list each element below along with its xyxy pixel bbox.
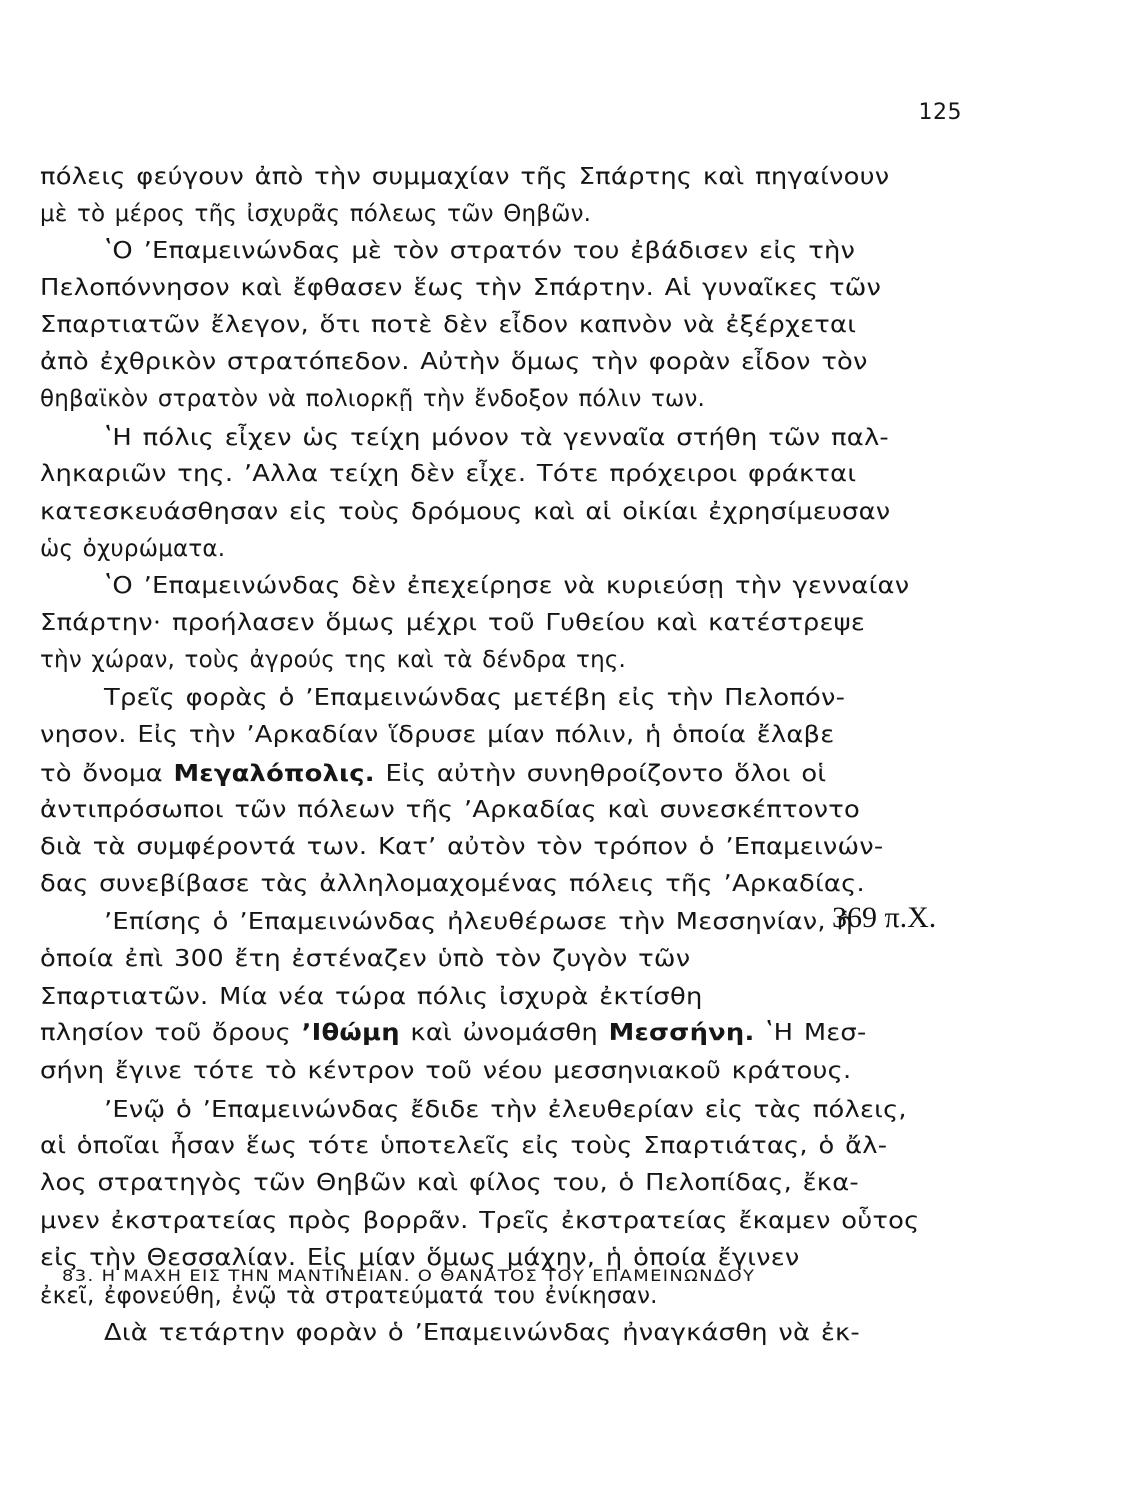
text-line-content (40, 494, 890, 531)
text-line (40, 717, 835, 754)
text-segment: Πελοπόννησον καὶ ἔφθασεν ἕως τὴν Σπάρτην. Αἱ γυναῖκες τῶν (40, 275, 882, 301)
text-line-content (40, 756, 826, 793)
text-segment: Εἰς αὐτὴν συνηθροίζοντο ὅλοι οἱ (374, 761, 827, 787)
text-line-content (40, 941, 690, 978)
text-line (40, 196, 591, 233)
text-line (40, 642, 626, 679)
text-line-content (40, 1128, 887, 1165)
text-line (40, 1053, 852, 1090)
closing-line-text: Διὰ τετάρτην φορὰν ὁ ʼΕπαμεινώνδας ἠναγκάσθη νὰ ἐκ- (104, 1320, 860, 1346)
text-segment: τὸ ὄνομα (40, 761, 174, 787)
text-segment: Τρεῖς φορὰς ὁ ʼΕπαμεινώνδας μετέβη εἰς τὴν Πελοπόν- (104, 685, 846, 711)
text-line-content (40, 979, 703, 1016)
text-segment: ʼΕνῷ ὁ ʼΕπαμεινώνδας ἔδιδε τὴν ἐλευθερίαν εἰς τὰς πόλεις, (104, 1097, 907, 1123)
text-line-content (40, 1203, 919, 1240)
text-line (40, 866, 865, 903)
text-line (104, 420, 889, 457)
text-line-content (104, 904, 853, 941)
text-line (40, 941, 691, 978)
text-segment: δας συνεβίβασε τὰς ἀλληλομαχομένας πόλεις τῆς ʼΑρκαδίας. (40, 871, 865, 897)
text-segment: ʽΟ ʼΕπαμεινώνδας δὲν ἐπεχείρησε νὰ κυριεύσῃ τὴν γενναίαν (104, 573, 910, 599)
text-line (40, 605, 866, 642)
text-line (40, 531, 225, 568)
text-segment: ʽΟ ʼΕπαμεινώνδας μὲ τὸν στρατόν του ἐβάδισεν εἰς τὴν (104, 238, 856, 264)
text-line-content (40, 866, 865, 903)
text-segment: τὴν χώραν, τοὺς ἀγρούς της καὶ τὰ δένδρα της. (40, 647, 627, 673)
text-segment: πλησίον τοῦ ὄρους (40, 1020, 302, 1046)
text-line (40, 1128, 888, 1165)
text-line (40, 1165, 859, 1202)
text-line-content (40, 1053, 851, 1090)
text-line-content (40, 829, 883, 866)
text-line-content (104, 233, 855, 270)
text-line-content (40, 381, 705, 418)
text-line-content (40, 307, 856, 344)
text-line-content (40, 1165, 859, 1202)
text-line-content (40, 717, 834, 754)
text-line (40, 829, 884, 866)
text-segment: αἱ ὁποῖαι ἦσαν ἕως τότε ὑποτελεῖς εἰς τοὺς Σπαρτιάτας, ὁ ἄλ- (40, 1133, 888, 1159)
closing-text-line (104, 1315, 860, 1352)
text-line-content (104, 1092, 907, 1129)
text-line-content (104, 568, 909, 605)
text-segment: ἐκεῖ, ἐφονεύθη, ἐνῷ τὰ στρατεύματά του ἐνίκησαν. (40, 1283, 658, 1309)
text-line (40, 756, 827, 793)
text-line (40, 1203, 920, 1240)
text-segment: ὁποία ἐπὶ 300 ἔτη ἐστέναζεν ὑπὸ τὸν ζυγὸν τῶν (40, 946, 691, 972)
text-line (104, 233, 856, 270)
text-line (104, 904, 854, 941)
text-segment: πόλεις φεύγουν ἀπὸ τὴν συμμαχίαν τῆς Σπάρτης καὶ πηγαίνουν (40, 164, 890, 190)
text-segment: μὲ τὸ μέρος τῆς ἰσχυρᾶς πόλεως τῶν Θηβῶν. (40, 201, 592, 227)
emphasized-term: ʼΙθώμη (301, 1020, 400, 1046)
section-heading-text: 83. Η ΜΑΧΗ ΕΙΣ ΤΗΝ ΜΑΝΤΙΝΕΙΑΝ. Ο ΘΑΝΑΤΟΣ ΤΟΥ ΕΠΑΜΕΙΝΩΝΔΟΥ (62, 1266, 756, 1285)
section-heading (62, 1263, 756, 1289)
text-line-content (40, 1015, 866, 1052)
text-segment: καὶ ὠνομάσθη (399, 1020, 609, 1046)
margin-date-note: 369 π.Χ. (832, 901, 937, 934)
text-line-content (40, 792, 860, 829)
text-line (40, 307, 857, 344)
text-line-content (40, 159, 889, 196)
text-line (104, 568, 910, 605)
text-line (104, 1092, 907, 1129)
text-line (40, 979, 703, 1016)
text-line (40, 159, 890, 196)
text-segment: ʼΕπίσης ὁ ʼΕπαμεινώνδας ἠλευθέρωσε τὴν Μεσσηνίαν, ἡ (104, 909, 854, 935)
text-line-content (40, 605, 865, 642)
text-segment: Σπαρτιατῶν. Μία νέα τώρα πόλις ἰσχυρὰ ἐκτίσθη (40, 984, 703, 1010)
text-segment: μνεν ἐκστρατείας πρὸς βορρᾶν. Τρεῖς ἐκστρατείας ἔκαμεν οὗτος (40, 1208, 920, 1234)
text-segment: κατεσκευάσθησαν εἰς τοὺς δρόμους καὶ αἱ οἰκίαι ἐχρησίμευσαν (40, 499, 891, 525)
text-line-content (40, 344, 868, 381)
text-segment: εἰς τὴν Θεσσαλίαν. Εἰς μίαν ὅμως μάχην, ἡ ὁποία ἔγινεν (40, 1245, 800, 1271)
text-segment: σήνη ἔγινε τότε τὸ κέντρον τοῦ νέου μεσσηνιακοῦ κράτους. (40, 1058, 852, 1084)
text-segment: ʽΗ πόλις εἶχεν ὡς τείχη μόνον τὰ γενναῖα στήθη τῶν παλ- (104, 425, 889, 451)
text-segment: θηβαϊκὸν στρατὸν νὰ πολιορκῇ τὴν ἔνδοξον πόλιν των. (40, 386, 706, 412)
text-line-content (40, 456, 856, 493)
text-line (40, 381, 705, 418)
text-segment: ʽΗ Μεσ- (754, 1020, 867, 1046)
text-line (40, 344, 868, 381)
text-segment: ὡς ὀχυρώματα. (40, 536, 226, 562)
text-segment: ληκαριῶν της. ʼΑλλα τείχη δὲν εἶχε. Τότε πρόχειροι φράκται (40, 461, 857, 487)
page-number: 125 (918, 100, 962, 125)
text-segment: λος στρατηγὸς τῶν Θηβῶν καὶ φίλος του, ὁ Πελοπίδας, ἔκα- (40, 1170, 859, 1196)
text-segment: ἀπὸ ἐχθρικὸν στρατόπεδον. Αὐτὴν ὅμως τὴν φορὰν εἶδον τὸν (40, 349, 868, 375)
text-line (40, 1015, 867, 1052)
text-line (40, 456, 857, 493)
text-segment: Σπαρτιατῶν ἔλεγον, ὅτι ποτὲ δὲν εἶδον καπνὸν νὰ ἐξέρχεται (40, 312, 857, 338)
text-segment: διὰ τὰ συμφέροντά των. Κατʼ αὐτὸν τὸν τρόπον ὁ ʼΕπαμεινών- (40, 834, 884, 860)
text-segment: Σπάρτην· προήλασεν ὅμως μέχρι τοῦ Γυθείου καὶ κατέστρεψε (40, 610, 866, 636)
emphasized-term: Μεσσήνη. (608, 1020, 755, 1046)
text-line (40, 792, 861, 829)
text-line-content (40, 531, 225, 568)
text-segment: ἀντιπρόσωποι τῶν πόλεων τῆς ʼΑρκαδίας καὶ συνεσκέπτοντο (40, 797, 861, 823)
text-line-content (40, 642, 626, 679)
text-line-content (40, 196, 591, 233)
text-line-content (104, 420, 889, 457)
text-segment: νησον. Εἰς τὴν ʼΑρκαδίαν ἵδρυσε μίαν πόλιν, ἡ ὁποία ἔλαβε (40, 722, 835, 748)
text-line-content (104, 680, 845, 717)
text-line (40, 494, 891, 531)
emphasized-term: Μεγαλόπολις. (173, 761, 375, 787)
text-line-content (40, 270, 881, 307)
text-line (104, 680, 846, 717)
text-line (40, 270, 882, 307)
